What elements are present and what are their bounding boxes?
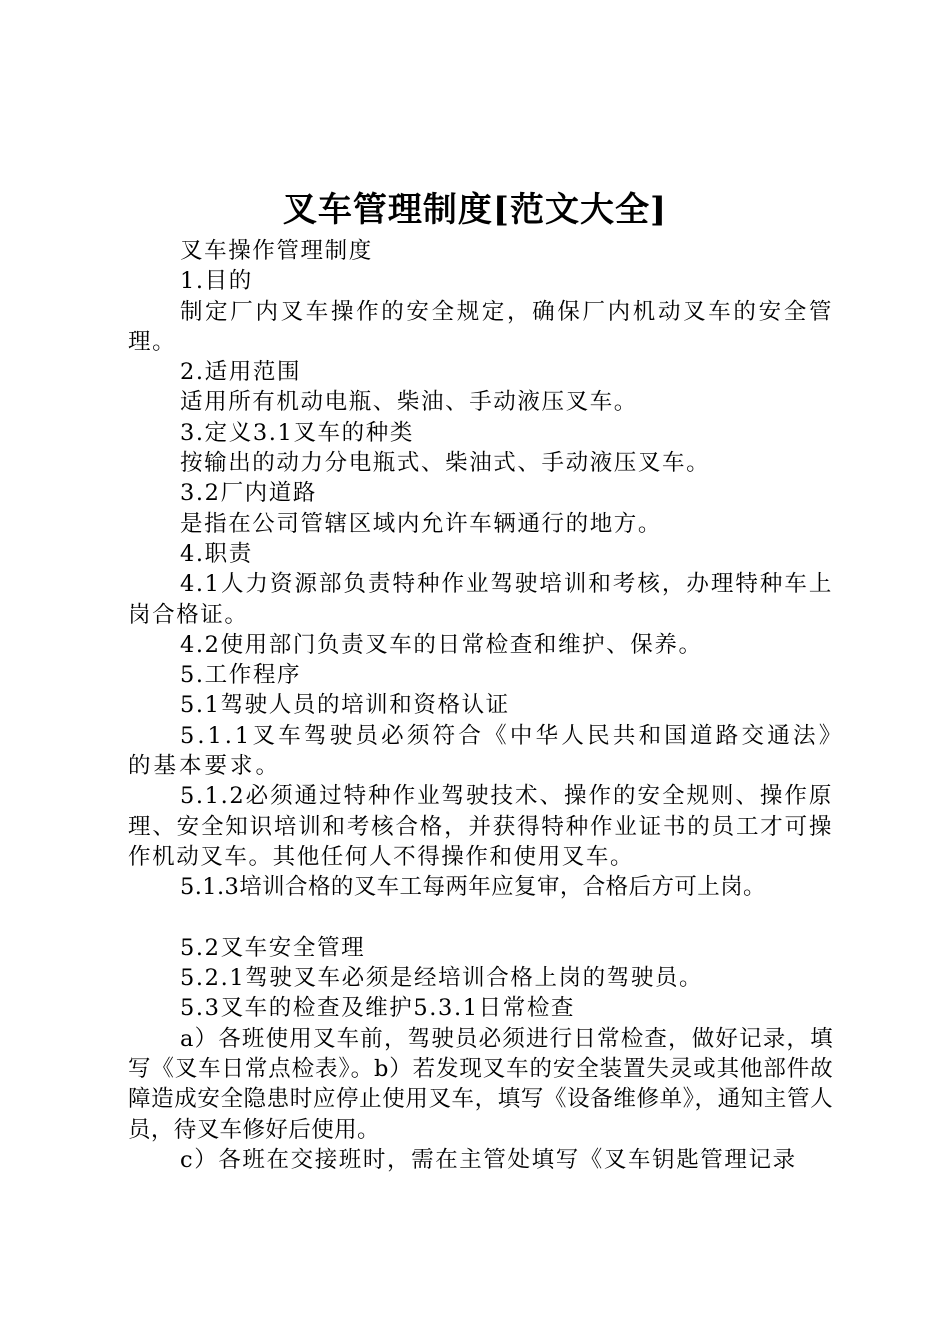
section-3-heading: 3.定义3.1叉车的种类 <box>180 419 414 446</box>
document-title: 叉车管理制度[范文大全] <box>282 190 668 230</box>
section-5-2-1-text: 5.2.1驾驶叉车必须是经培训合格上岗的驾驶员。 <box>180 965 704 992</box>
section-4-heading: 4.职责 <box>180 540 253 567</box>
section-5-1-2-text: 5.1.2必须通过特种作业驾驶技术、操作的安全规则、操作原理、安全知识培训和考核合格，并获得特种作业证书的员工才可操作机动叉车。其他任何人不得操作和使用叉车。 <box>128 783 833 870</box>
section-5-2-heading: 5.2叉车安全管理 <box>180 934 366 961</box>
section-5-1-3-text: 5.1.3培训合格的叉车工每两年应复审，合格后方可上岗。 <box>180 874 766 901</box>
section-2-heading: 2.适用范围 <box>180 359 302 386</box>
section-2-text: 适用所有机动电瓶、柴油、手动液压叉车。 <box>180 389 638 416</box>
document-body <box>128 236 833 1175</box>
section-5-3-1-item-c: c）各班在交接班时，需在主管处填写《叉车钥匙管理记录 <box>180 1146 797 1173</box>
section-5-1-1-text: 5.1.1叉车驾驶员必须符合《中华人民共和国道路交通法》的基本要求。 <box>128 722 833 780</box>
section-3-1-text: 按输出的动力分电瓶式、柴油式、手动液压叉车。 <box>180 450 711 477</box>
section-5-1-heading: 5.1驾驶人员的培训和资格认证 <box>180 692 510 719</box>
section-1-text: 制定厂内叉车操作的安全规定，确保厂内机动叉车的安全管理。 <box>128 298 833 355</box>
section-5-heading: 5.工作程序 <box>180 662 302 689</box>
section-5-3-1-items-a-b: a）各班使用叉车前，驾驶员必须进行日常检查，做好记录，填写《叉车日常点检表》。b）若发现叉车的安全装置失灵或其他部件故障造成安全隐患时应停止使用叉车，填写《设备维修单》，通知主管人员，待叉车修好后使用。 <box>128 1025 833 1143</box>
section-4-2-text: 4.2使用部门负责叉车的日常检查和维护、保养。 <box>180 631 703 658</box>
section-3-2-heading: 3.2厂内道路 <box>180 480 317 507</box>
section-4-1-text: 4.1人力资源部负责特种作业驾驶培训和考核，办理特种车上岗合格证。 <box>128 571 833 628</box>
blank-line <box>128 903 833 933</box>
section-3-2-text: 是指在公司管辖区域内允许车辆通行的地方。 <box>180 510 663 537</box>
paragraph-heading: 叉车操作管理制度 <box>180 238 373 264</box>
section-5-3-heading: 5.3叉车的检查及维护5.3.1日常检查 <box>180 995 576 1022</box>
section-1-heading: 1.目的 <box>180 268 253 295</box>
